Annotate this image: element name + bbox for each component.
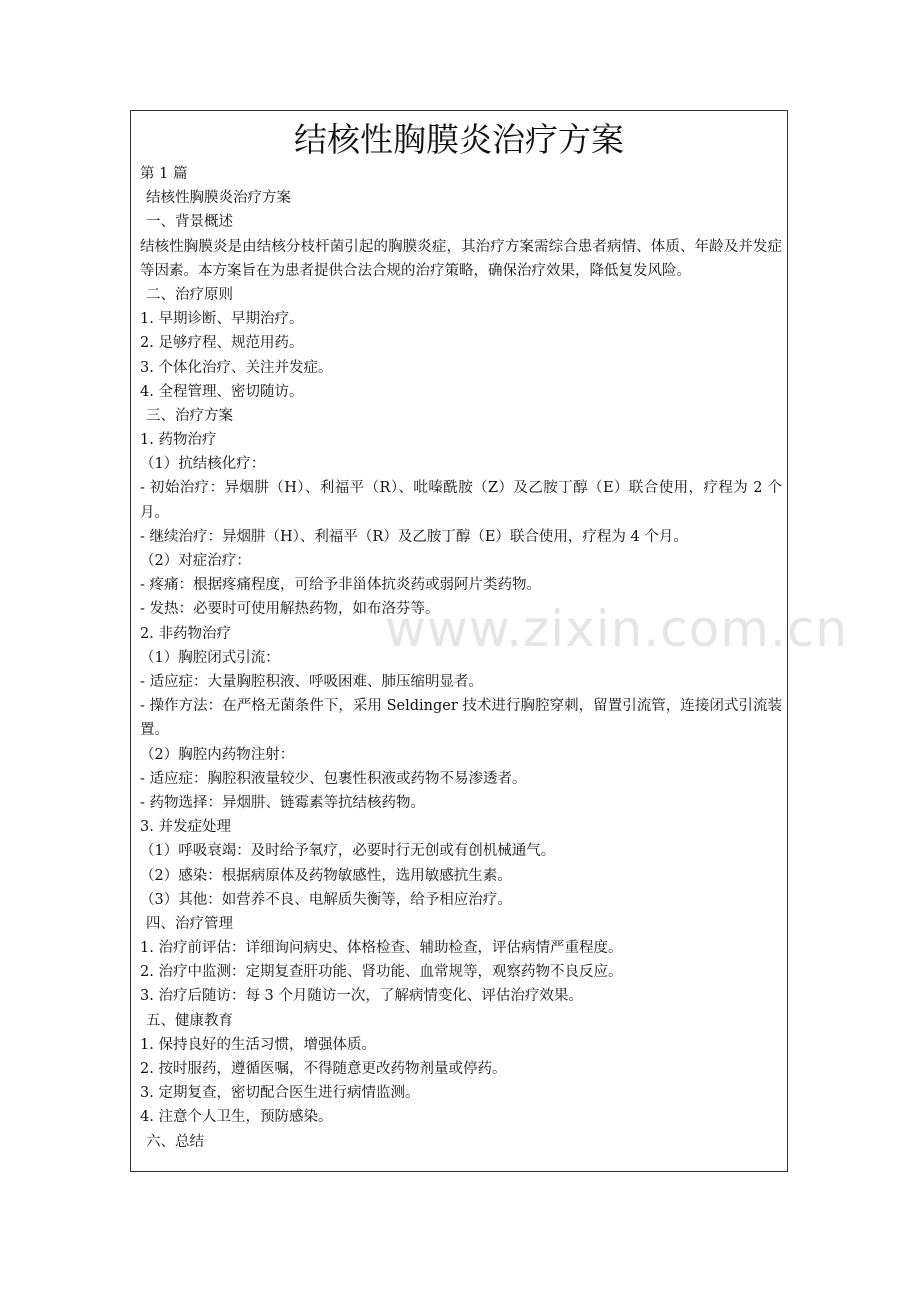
text-line: 第 1 篇 <box>140 166 188 182</box>
text-line: - 适应症：大量胸腔积液、呼吸困难、肺压缩明显者。 <box>140 674 484 690</box>
text-line: （2）胸腔内药物注射： <box>140 746 295 763</box>
text-line: 2. 治疗中监测：定期复查肝功能、肾功能、血常规等，观察药物不良反应。 <box>140 964 623 981</box>
text-line: 3. 并发症处理 <box>140 819 231 836</box>
text-line: 1. 治疗前评估：详细询问病史、体格检查、辅助检查，评估病情严重程度。 <box>140 940 623 957</box>
text-line: - 发热：必要时可使用解热药物，如布洛芬等。 <box>140 601 440 618</box>
document-title: 结核性胸膜炎治疗方案 <box>294 120 624 159</box>
text-line: - 继续治疗：异烟肼（H）、利福平（R）及乙胺丁醇（E）联合使用，疗程为 4 个月。 <box>140 528 688 545</box>
text-line: 2. 按时服药，遵循医嘱，不得随意更改药物剂量或停药。 <box>140 1061 507 1078</box>
text-line: 3. 定期复查，密切配合医生进行病情监测。 <box>140 1085 420 1102</box>
text-line: 2. 足够疗程、规范用药。 <box>140 335 304 352</box>
text-line: - 疼痛：根据疼痛程度，可给予非甾体抗炎药或弱阿片类药物。 <box>140 577 542 594</box>
text-line: （1）呼吸衰竭：及时给予氧疗，必要时行无创或有创机械通气。 <box>140 843 556 860</box>
text-line: 2. 非药物治疗 <box>140 625 231 642</box>
text-line: - 操作方法：在严格无菌条件下，采用 Seldinger 技术进行胸腔穿刺，留置引流管，连接闭式引流装置。 <box>140 698 782 739</box>
text-line: - 药物选择：异烟肼、链霉素等抗结核药物。 <box>140 794 426 811</box>
text-line: 1. 保持良好的生活习惯，增强体质。 <box>140 1036 376 1053</box>
text-line: - 适应症：胸腔积液量较少、包裹性积液或药物不易渗透者。 <box>140 770 527 787</box>
document-frame <box>130 110 788 1172</box>
text-line: 1. 药物治疗 <box>140 432 217 449</box>
text-line: （2）感染：根据病原体及药物敏感性，选用敏感抗生素。 <box>140 867 512 884</box>
text-line: 1. 早期诊断、早期治疗。 <box>140 311 304 328</box>
text-line: （1）胸腔闭式引流： <box>140 649 280 666</box>
text-line: 二、治疗原则 <box>146 286 233 303</box>
text-line: 3. 个体化治疗、关注并发症。 <box>140 359 333 376</box>
text-line: 三、治疗方案 <box>146 407 233 424</box>
watermark: www.zixin.com.cn <box>385 600 849 658</box>
text-line: 3. 治疗后随访：每 3 个月随访一次，了解病情变化、评估治疗效果。 <box>140 988 583 1005</box>
text-line: 结核性胸膜炎是由结核分枝杆菌引起的胸膜炎症，其治疗方案需综合患者病情、体质、年龄及并发症等因素。本方案旨在为患者提供合法合规的治疗策略，确保治疗效果，降低复发风险。 <box>140 238 782 279</box>
text-line: 四、治疗管理 <box>146 915 233 932</box>
text-line: 五、健康教育 <box>146 1012 233 1029</box>
text-line: 一、背景概述 <box>146 214 233 231</box>
text-line: （2）对症治疗： <box>140 553 251 570</box>
text-line: 4. 全程管理、密切随访。 <box>140 383 304 400</box>
text-line: 4. 注意个人卫生，预防感染。 <box>140 1109 333 1126</box>
text-line: （1）抗结核化疗： <box>140 456 266 473</box>
text-line: （3）其他：如营养不良、电解质失衡等，给予相应治疗。 <box>140 891 512 908</box>
text-line: 六、总结 <box>146 1133 204 1150</box>
text-line: - 初始治疗：异烟肼（H）、利福平（R）、吡嗪酰胺（Z）及乙胺丁醇（E）联合使用，疗程为 2 个月。 <box>140 480 782 521</box>
document-body <box>140 162 782 1154</box>
text-line: 结核性胸膜炎治疗方案 <box>146 190 291 207</box>
